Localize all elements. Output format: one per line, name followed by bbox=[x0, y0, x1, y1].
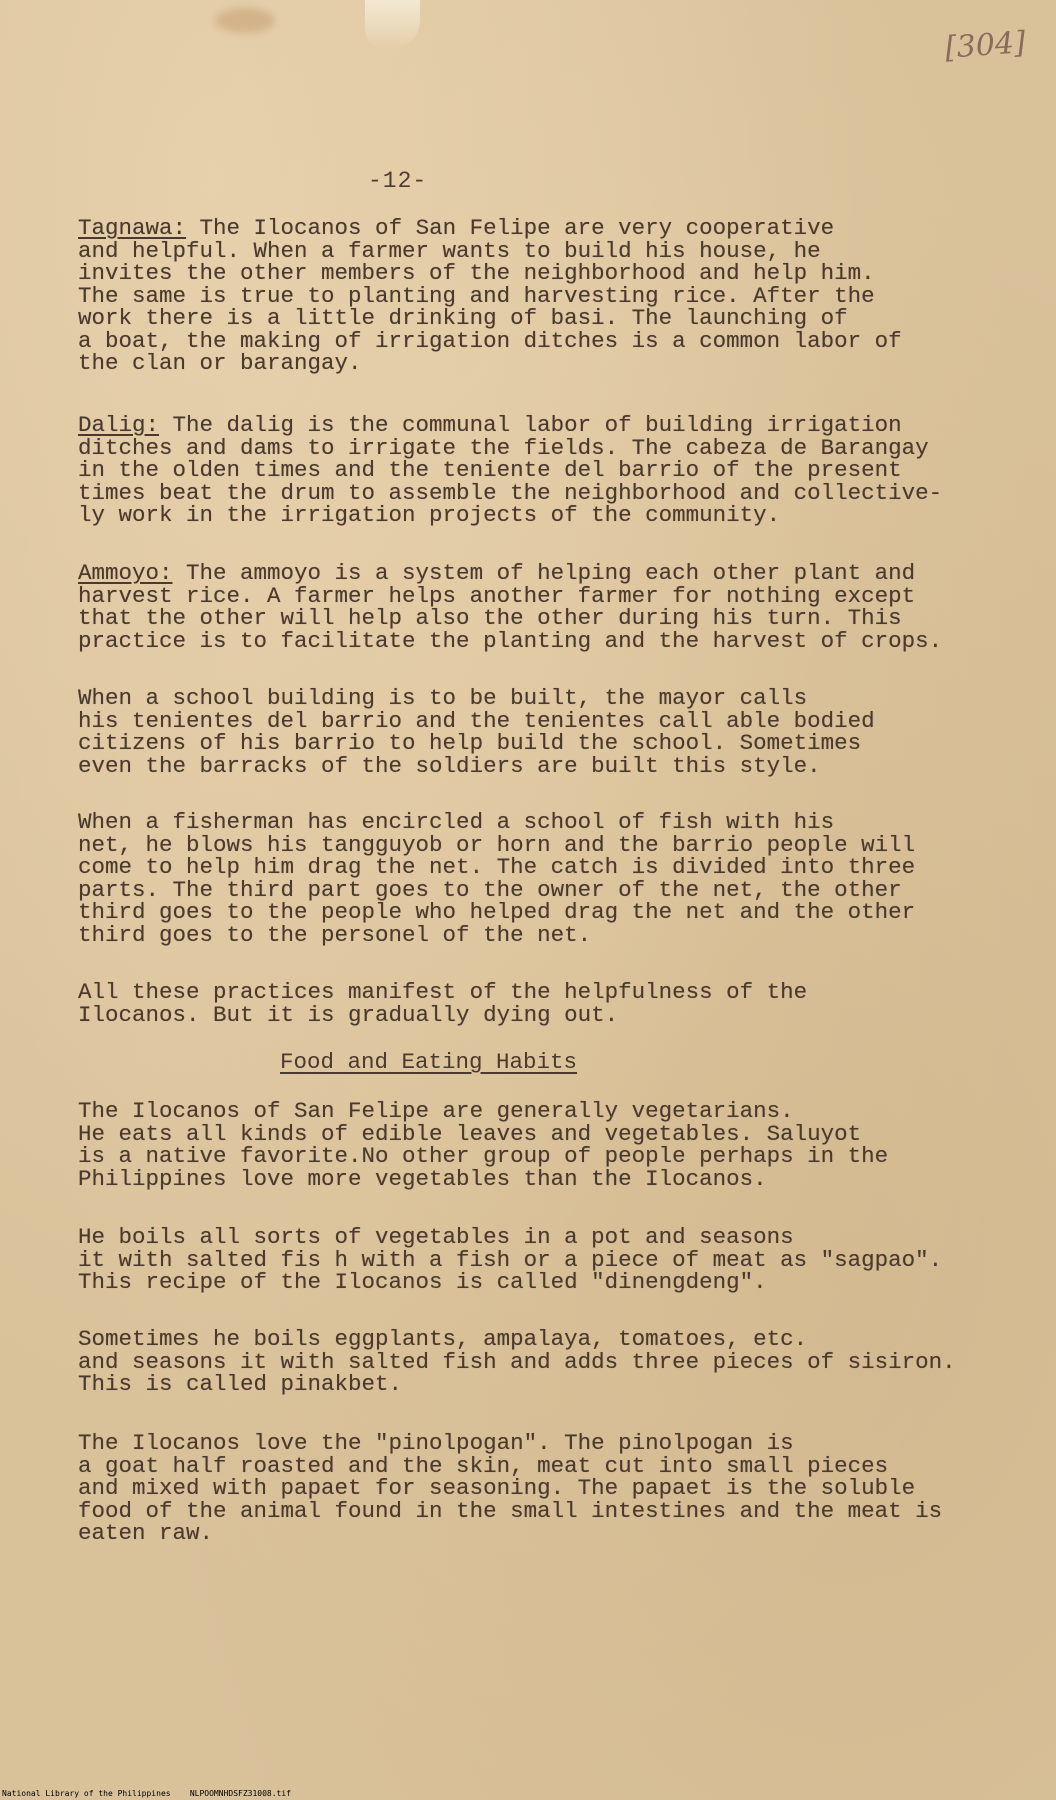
paper-stain bbox=[215, 8, 275, 33]
paragraph-school-building bbox=[78, 687, 1008, 777]
paragraph-dalig bbox=[78, 414, 1008, 527]
term-tagnawa: Tagnawa: bbox=[78, 215, 187, 241]
paragraph-text: The ammoyo is a system of helping each other plant and harvest rice. A farmer helps another farmer for nothing except that the other will help also the other during his turn. This practice is to facilitate the planting and the harvest of crops. bbox=[78, 560, 943, 654]
paragraph-vegetarians: The Ilocanos of San Felipe are generally vegetarians. He eats all kinds of edible leaves and vegetables. Saluyot is a native favorite.No other group of people perhaps in the Philippines love more vegetables than the Ilocanos. bbox=[78, 1098, 889, 1192]
paragraph-conclusion bbox=[78, 981, 1008, 1026]
term-ammoyo: Ammoyo: bbox=[78, 560, 173, 586]
paragraph-text: All these practices manifest of the helpfulness of the Ilocanos. But it is gradually dying out. bbox=[78, 979, 808, 1028]
paragraph-text: The dalig is the communal labor of building irrigation ditches and dams to irrigate the fields. The cabeza de Barangay in the olden times and the teniente del barrio of the present times beat the drum to assemble the neighborhood and collective- ly work in the irrigation projects of the community. bbox=[78, 412, 943, 528]
term-dalig: Dalig: bbox=[78, 412, 160, 438]
paragraph-text: When a school building is to be built, the mayor calls his tenientes del barrio and the tenientes call able bodied citizens of his barrio to help build the school. Sometimes even the barracks of the soldiers are built this style. bbox=[78, 685, 875, 779]
paper-tear bbox=[365, 0, 420, 50]
paragraph-pinolpogan: The Ilocanos love the "pinolpogan". The pinolpogan is a goat half roasted and the skin, meat cut into small pieces and mixed with papaet for seasoning. The papaet is the soluble food of the animal found in the small intestines and the meat is eaten raw. bbox=[78, 1430, 943, 1546]
page-number: -12- bbox=[368, 168, 428, 194]
section-heading: Food and Eating Habits bbox=[280, 1049, 578, 1075]
paragraph-text: The Ilocanos of San Felipe are very cooperative and helpful. When a farmer wants to build his house, he invites the other members of the neighborhood and help him. The same is true to planting and harvesting rice. After the work there is a little drinking of basi. The launching of a boat, the making of irrigation ditches is a common labor of the clan or barangay. bbox=[78, 215, 902, 376]
paragraph-text: When a fisherman has encircled a school of fish with his net, he blows his tangguyob or horn and the barrio people will come to help him drag the net. The catch is divided into three parts. The third part goes to the owner of the net, the other third goes to the people who helped drag the net and the other third goes to the personel of the net. bbox=[78, 809, 916, 948]
paragraph-pinakbet: Sometimes he boils eggplants, ampalaya, tomatoes, etc. and seasons it with salted fish and adds three pieces of sisiron. This is called pinakbet. bbox=[78, 1326, 956, 1397]
paragraph-ammoyo bbox=[78, 562, 1008, 652]
paragraph-dinengdeng: He boils all sorts of vegetables in a pot and seasons it with salted fis h with a fish or a piece of meat as "sagpao". This recipe of the Ilocanos is called "dinengdeng". bbox=[78, 1224, 943, 1295]
paragraph-fisherman bbox=[78, 811, 1008, 946]
footer-caption: National Library of the Philippines NLPOOMNHDSFZ31008.tif bbox=[2, 1789, 291, 1798]
paragraph-tagnawa bbox=[78, 217, 1008, 375]
archive-number: [304] bbox=[944, 25, 1028, 66]
